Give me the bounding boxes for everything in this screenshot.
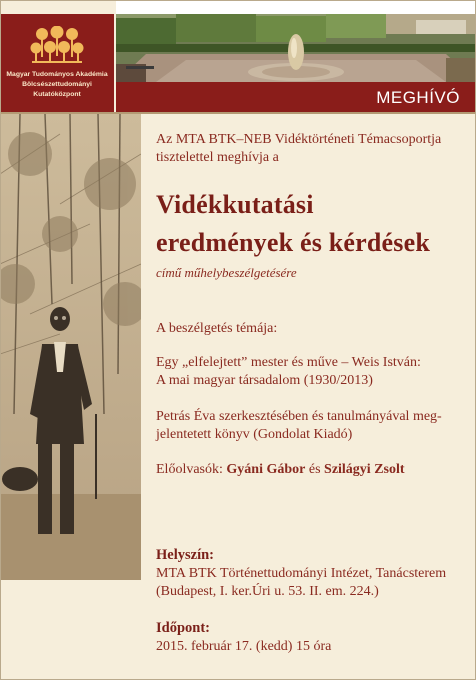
logo-trees-icon (30, 26, 84, 66)
intro-line-1: Az MTA BTK–NEB Vidéktörténeti Témacsoportja (156, 132, 442, 147)
event-title-line-1: Vidékkutatási (156, 190, 314, 219)
event-title-line-2: eredmények és kérdések (156, 228, 430, 257)
topic-line-1: Egy „elfelejtett” mester és műve – Weis István: (156, 355, 421, 370)
portrait-photo (0, 114, 141, 580)
readers-line (156, 462, 405, 478)
readers-conjunction: és (308, 462, 321, 477)
event-subtitle: című műhelybeszélgetésére (156, 265, 297, 280)
time-value: 2015. február 17. (kedd) 15 óra (156, 639, 332, 654)
topic-heading: A beszélgetés témája: (156, 321, 278, 336)
header (0, 0, 476, 112)
venue-line-1: MTA BTK Történettudományi Intézet, Tanácsterem (156, 566, 447, 581)
book-line-2: jelentetett könyv (Gondolat Kiadó) (156, 427, 353, 442)
logo-text-line1: Magyar Tudományos Akadémia (6, 71, 108, 78)
venue-label: Helyszín: (156, 547, 214, 563)
reader-name-1: Gyáni Gábor (226, 462, 306, 477)
logo-text-line2: Bölcsészettudományi (22, 81, 92, 88)
time-label: Időpont: (156, 620, 210, 636)
reader-name-2: Szilágyi Zsolt (324, 462, 405, 477)
topic-line-2: A mai magyar társadalom (1930/2013) (156, 373, 373, 388)
logo-text-line3: Kutatóközpont (33, 91, 81, 98)
intro-line-2: tisztelettel meghívja a (156, 150, 279, 165)
venue-line-2: (Budapest, I. ker.Úri u. 53. II. em. 224.) (156, 584, 379, 599)
top-strip (116, 0, 476, 14)
garden-photo (116, 14, 476, 82)
institute-logo (0, 14, 114, 112)
readers-label: Előolvasók: (156, 462, 223, 477)
book-line-1: Petrás Éva szerkesztésében és tanulmányával meg- (156, 409, 442, 424)
invitation-badge: MEGHÍVÓ (376, 88, 460, 107)
